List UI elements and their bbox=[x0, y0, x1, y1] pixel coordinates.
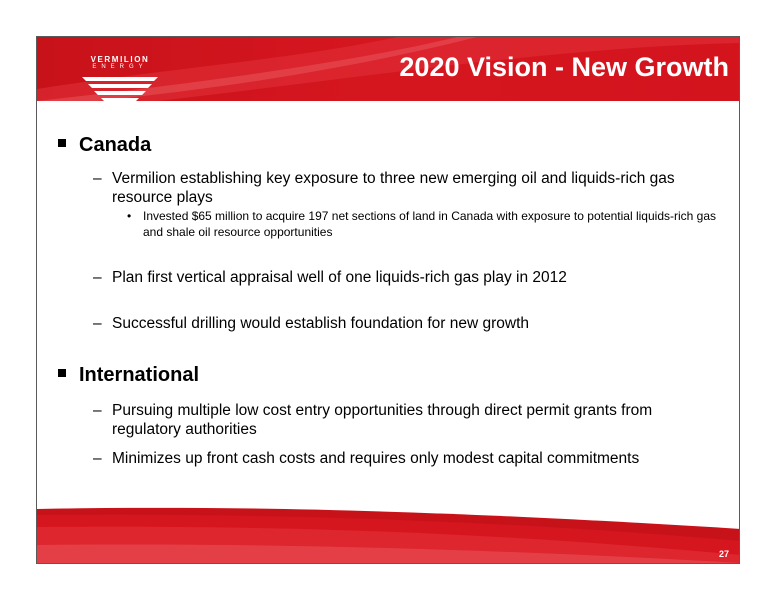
list-item-text: Successful drilling would establish foundation for new growth bbox=[112, 315, 530, 332]
list-item-text: Plan first vertical appraisal well of one liquids-rich gas play in 2012 bbox=[112, 269, 567, 286]
logo-wordmark: VERMILION bbox=[90, 55, 150, 64]
list-item bbox=[93, 169, 723, 207]
list-item-text: Pursuing multiple low cost entry opportunities through direct permit grants from regulatory authorities bbox=[112, 402, 653, 438]
logo-subtext: ENERGY bbox=[92, 64, 148, 70]
footer-background bbox=[37, 505, 740, 564]
list-item bbox=[93, 401, 723, 439]
dash-bullet-icon: – bbox=[93, 315, 102, 332]
list-item bbox=[93, 268, 723, 287]
dash-bullet-icon: – bbox=[93, 450, 102, 467]
list-item-text: Minimizes up front cash costs and requires only modest capital commitments bbox=[112, 450, 640, 467]
logo-stripes-icon bbox=[82, 77, 158, 111]
vermilion-logo bbox=[65, 55, 175, 113]
dash-bullet-icon: – bbox=[93, 170, 102, 187]
list-item bbox=[93, 314, 723, 333]
slide-title: 2020 Vision - New Growth bbox=[399, 52, 729, 82]
dash-bullet-icon: – bbox=[93, 402, 102, 419]
dash-bullet-icon: – bbox=[93, 269, 102, 286]
page-number: 27 bbox=[718, 549, 729, 559]
slide bbox=[36, 36, 740, 564]
sub-list-item bbox=[127, 208, 727, 240]
section-heading-text: International bbox=[79, 364, 200, 386]
header-banner bbox=[37, 37, 740, 101]
square-bullet-icon bbox=[58, 369, 66, 377]
section-heading-text: Canada bbox=[79, 134, 152, 156]
list-item-text: Vermilion establishing key exposure to three new emerging oil and liquids-rich gas resource plays bbox=[112, 170, 675, 206]
sub-list-item-text: Invested $65 million to acquire 197 net sections of land in Canada with exposure to potential liquids-rich gas and shale oil resource opportunities bbox=[143, 209, 717, 239]
list-item bbox=[93, 449, 723, 468]
section-heading-international bbox=[58, 363, 199, 387]
section-heading-canada bbox=[58, 133, 151, 157]
footer-banner bbox=[37, 505, 740, 564]
square-bullet-icon bbox=[58, 139, 66, 147]
dot-bullet-icon: • bbox=[127, 209, 132, 223]
